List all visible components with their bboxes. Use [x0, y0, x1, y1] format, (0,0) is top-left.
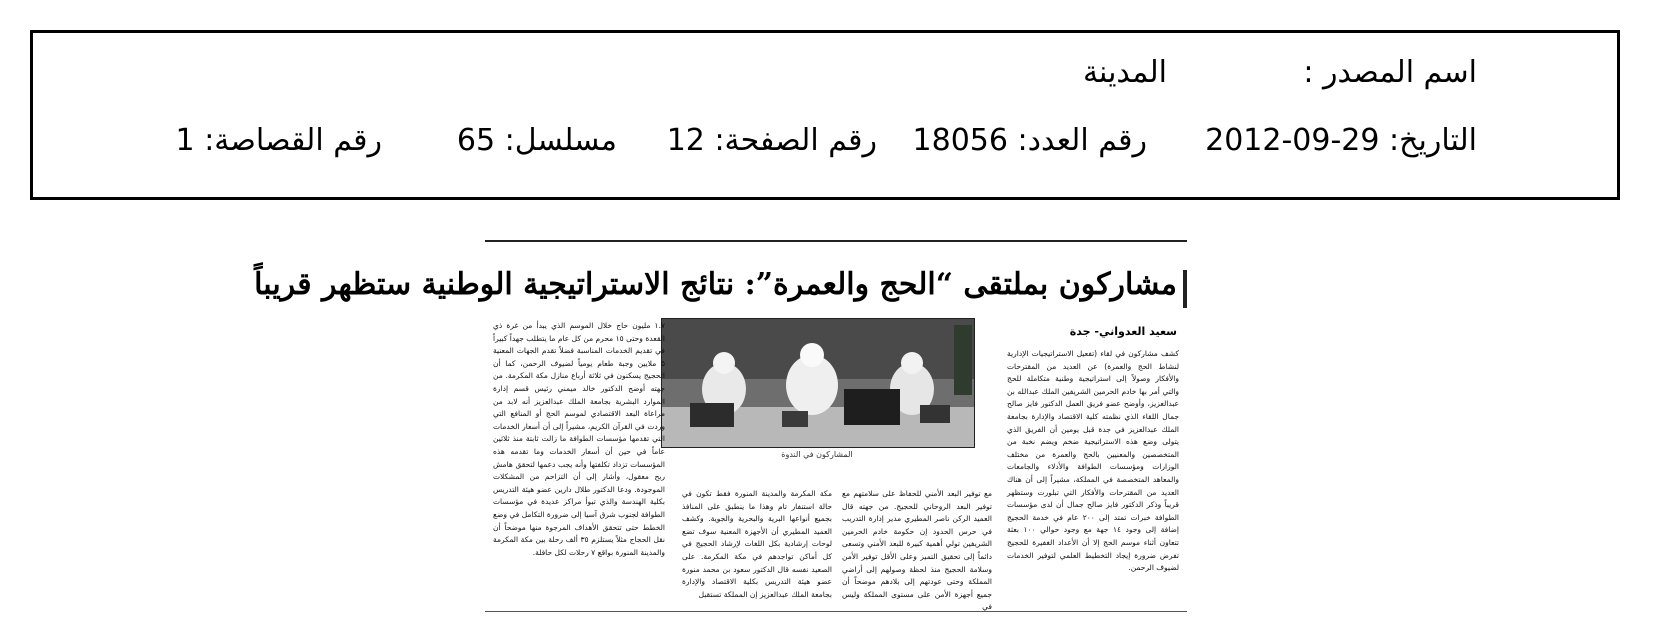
page-value: 12: [666, 123, 705, 158]
serial-field: [457, 121, 617, 161]
article-column-4: [493, 320, 665, 603]
article-photo: [661, 318, 975, 448]
source-label: اسم المصدر :: [1303, 55, 1477, 90]
meta-row: [33, 121, 1617, 161]
photo-caption: المشاركون في الندوة: [781, 450, 853, 459]
page-field: [667, 121, 877, 161]
article-headline: مشاركون بملتقى “الحج والعمرة”: نتائج الاستراتيجية الوطنية ستظهر قريباً: [254, 267, 1177, 302]
column-1-text: كشف مشاركون في لقاء (تفعيل الاستراتيجيات الإدارية لنشاط الحج والعمرة) عن العديد من المقترحات والأفكار وصولاً إلى استراتيجية وطنية متكاملة للحج والتي أمر بها خادم الحرمين الشريفين الملك عبدالله بن عبدالعزيز، وأوضح عضو فريق العمل الدكتور فايز صالح جمال اللقاء الذي نظمته كلية الاقتصاد والإدارة بجامعة الملك عبدالعزيز في جدة قبل يومين أن الفريق الذي يتولى وضع هذه الاستراتيجية ضخم ويضم نخبة من المتخصصين والمعنيين بالحج والعمرة من مختلف الوزارات ومؤسسات الطوافة والأدلاء والجامعات والمعاهد المتخصصة في المملكة، مشيراً إلى أن هناك العديد من المقترحات والأفكار التي تبلورت وستظهر قريباً وذكر الدكتور فايز صالح جمال أن لدى مؤسسات الطوافة خبرات تمتد إلى ٢٠٠ عام في خدمة الحجيج إضافة إلى وجود ١٤ جهة مع وجود حوالي ١٠٠ بعثة تتعاون أثناء موسم الحج إلا أن الأعداد الغفيرة للحجيج تفرض ضرورة إيجاد التخطيط العلمي لتوفير الخدمات لضيوف الرحمن.: [1007, 349, 1179, 573]
source-value: المدينة: [1082, 55, 1167, 90]
bottom-rule: [485, 611, 1187, 612]
source-row: [33, 53, 1617, 93]
column-2-text: مع توفير البعد الأمني للحفاظ على سلامتهم مع توفير البعد الروحاني للحجيج. من جهته قال العميد الركن ناصر المطيري مدير إدارة التدريب في حرس الحدود إن حكومة خادم الحرمين الشريفين تولي أهمية كبيرة للبعد الأمني وتسعى دائماً إلى تحقيق التميز وعلى الأقل توفير الأمن وسلامة الحجيج منذ لحظة وصولهم إلى أراضي المملكة وحتى عودتهم إلى بلادهم موضحاً أن جميع أجهزة الأمن على مستوى المملكة وليس في: [842, 489, 992, 612]
article-column-1: [1007, 348, 1179, 603]
column-4-text: ١.٧ مليون حاج خلال الموسم الذي يبدأ من غرة ذي القعدة وحتى ١٥ محرم من كل عام ما يتطلب جهداً كبيراً في تقديم الخدمات المناسبة فضلاً تقدم الجهات المعنية ٥ ملايين وجبة طعام يومياً لضيوف الرحمن، كما أن الحجيج يسكنون في ثلاثة أرباع منازل مكة المكرمة. من جهته أوضح الدكتور خالد ميمني رئيس قسم إدارة الموارد البشرية بجامعة الملك عبدالعزيز أنه لابد من مراعاة البعد الاقتصادي لموسم الحج أو المنافع التي وردت في القرآن الكريم، مشيراً إلى أن أسعار الخدمات التي تقدمها مؤسسات الطوافة ما زالت ثابتة منذ ثلاثين عاماً في حين أن أسعار الخدمات وما تقدمه هذه المؤسسات تزداد تكلفتها وأنه يجب دعمها لتحقق هامش ربح معقول، وأشار إلى أن التزاحم من المشكلات الموجودة. ودعا الدكتور طلال دارين عضو هيئة التدريس بكلية الهندسة والذي تبوأ مراكز عديدة في مؤسسات الطوافة لجنوب شرق آسيا إلى ضرورة التكامل في وضع الخطط حتى تتحقق الأهداف المرجوة منها موضحاً أن نقل الحجاج مثلاً يستلزم ٣٥ ألف رحلة بين مكة المكرمة والمدينة المنورة بواقع ٧ رحلات لكل حافلة.: [493, 321, 666, 557]
date-label: التاريخ:: [1389, 123, 1477, 158]
newspaper-clipping: [254, 240, 1187, 612]
clip-label: رقم القصاصة:: [204, 123, 382, 158]
top-rule: [485, 240, 1187, 242]
meeting-photo-illustration: [662, 319, 974, 447]
date-value: 2012-09-29: [1205, 123, 1380, 158]
page-label: رقم الصفحة:: [714, 123, 877, 158]
clip-field: [176, 121, 382, 161]
column-3-text: مكة المكرمة والمدينة المنورة فقط تكون في حالة استنفار تام وهذا ما ينطبق على المنافذ بجميع أنواعها البرية والبحرية والجوية. وكشف العميد المطيري أن الأجهزة المعنية سوف تضع لوحات إرشادية بكل اللغات لإرشاد الحجيج في كل أماكن تواجدهم في مكة المكرمة. على الصعيد نفسه قال الدكتور سعود بن محمد منورة عضو هيئة التدريس بكلية الاقتصاد والإدارة بجامعة الملك عبدالعزيز إن المملكة تستقبل: [682, 489, 832, 599]
issue-field: [913, 121, 1147, 161]
serial-value: 65: [456, 123, 496, 158]
issue-label: رقم العدد:: [1017, 123, 1147, 158]
issue-value: 18056: [912, 123, 1008, 158]
headline-side-bar: [1183, 270, 1187, 308]
serial-label: مسلسل:: [504, 123, 617, 158]
clip-value: 1: [175, 123, 195, 158]
date-field: [1205, 121, 1477, 161]
article-column-2: [842, 488, 992, 612]
article-byline: سعيد العدواني- جدة: [1069, 325, 1177, 338]
article-column-3: [682, 488, 832, 603]
clipping-info-box: [30, 30, 1620, 200]
